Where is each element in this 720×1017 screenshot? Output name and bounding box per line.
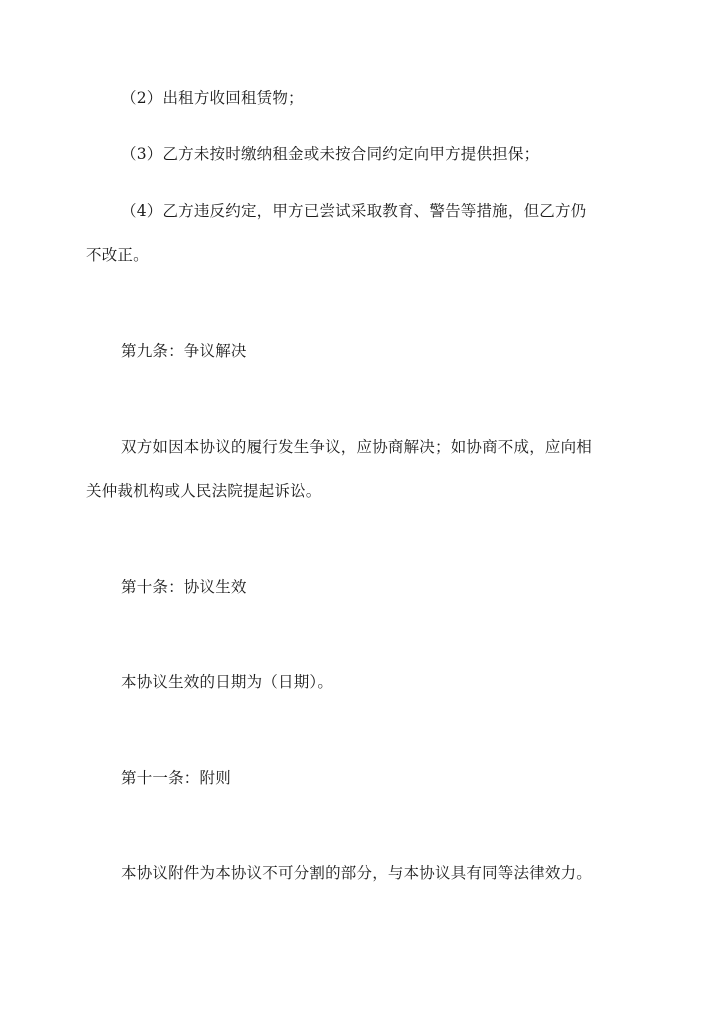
clause-item-3: （3）乙方未按时缴纳租金或未按合同约定向甲方提供担保； (121, 145, 540, 163)
article-11-heading: 第十一条：附则 (121, 769, 231, 787)
article-9-heading: 第九条：争议解决 (121, 342, 247, 360)
clause-item-4-line-1: （4）乙方违反约定，甲方已尝试采取教育、警告等措施，但乙方仍 (121, 202, 587, 220)
clause-item-4-line-2: 不改正。 (86, 246, 149, 264)
article-11-paragraph: 本协议附件为本协议不可分割的部分，与本协议具有同等法律效力。 (121, 864, 593, 882)
clause-item-2: （2）出租方收回租赁物； (121, 89, 304, 107)
article-10-paragraph: 本协议生效的日期为（日期）。 (121, 673, 334, 691)
article-9-paragraph-line-1: 双方如因本协议的履行发生争议，应协商解决；如协商不成，应向相 (121, 438, 593, 456)
article-10-heading: 第十条：协议生效 (121, 578, 247, 596)
article-9-paragraph-line-2: 关仲裁机构或人民法院提起诉讼。 (86, 482, 322, 500)
